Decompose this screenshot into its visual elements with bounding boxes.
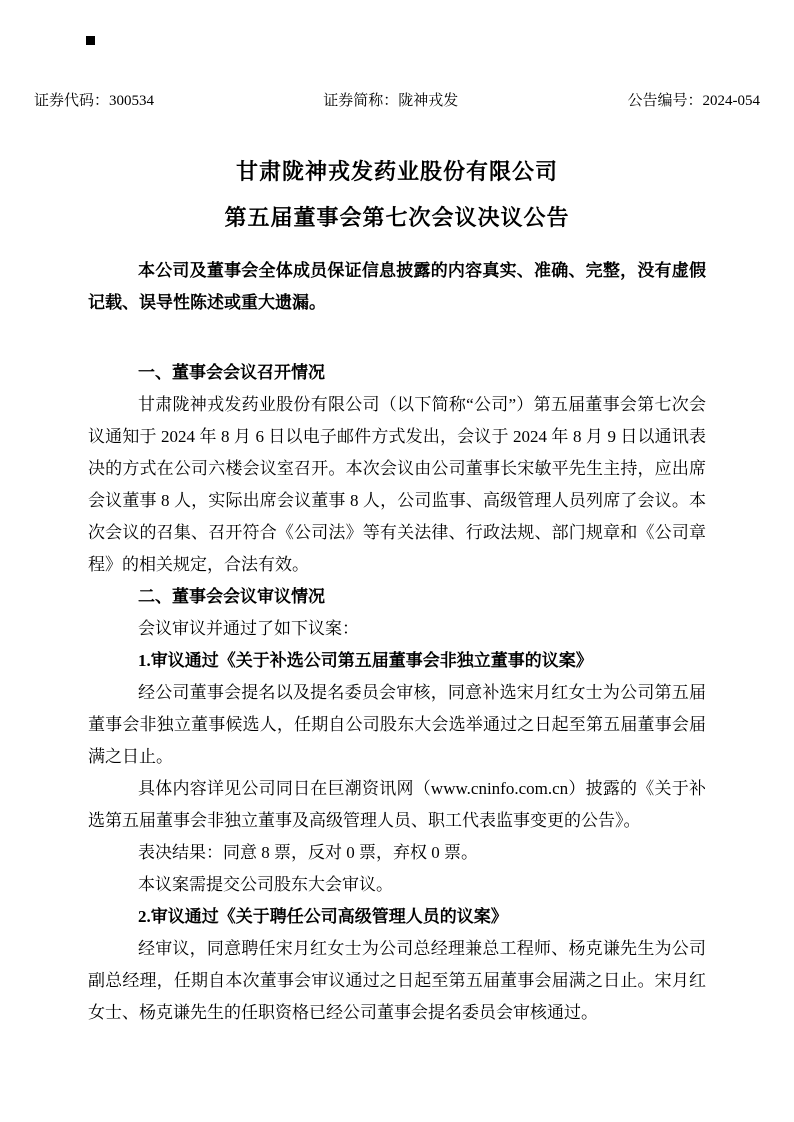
meeting-resolution-title-line: 第五届董事会第七次会议决议公告 — [224, 205, 570, 230]
resolution-2-paragraph: 经审议，同意聘任宋月红女士为公司总经理兼总工程师、杨克谦先生为公司副总经理，任期自本次董事会审议通过之日起至第五届董事会届满之日止。宋月红女士、杨克谦先生的任职资格已经公司董事会提名委员会审核通过。 — [88, 939, 706, 1022]
corner-artifact-mark — [86, 36, 95, 45]
stock-short-name: 证券简称：陇神戎发 — [323, 93, 459, 109]
resolution-1-vote-result: 表决结果：同意 8 票，反对 0 票，弃权 0 票。 — [138, 843, 478, 862]
document-title — [88, 149, 706, 241]
resolution-1-paragraph: 经公司董事会提名以及提名委员会审核，同意补选宋月红女士为公司第五届董事会非独立董事候选人，任期自公司股东大会选举通过之日起至第五届董事会届满之日止。 — [88, 683, 706, 766]
section-2-heading: 二、董事会会议审议情况 — [138, 587, 325, 606]
integrity-statement: 本公司及董事会全体成员保证信息披露的内容真实、准确、完整，没有虚假记载、误导性陈述或重大遗漏。 — [88, 261, 706, 312]
resolution-1-disclosure-paragraph: 具体内容详见公司同日在巨潮资讯网（www.cninfo.com.cn）披露的《关于补选第五届董事会非独立董事及高级管理人员、职工代表监事变更的公告》。 — [88, 779, 706, 830]
company-name-title-line: 甘肃陇神戎发药业股份有限公司 — [235, 159, 558, 184]
resolution-1-heading: 1.审议通过《关于补选公司第五届董事会非独立董事的议案》 — [138, 651, 593, 670]
section-1-paragraph: 甘肃陇神戎发药业股份有限公司（以下简称“公司”）第五届董事会第七次会议通知于 2024 年 8 月 6 日以电子邮件方式发出，会议于 2024 年 8 月 9 日以通讯表决的方式在公司六楼会议室召开。本次会议由公司董事长宋敏平先生主持，应出席会议董事 8 人，实际出席会议董事 8 人，公司监事、高级管理人员列席了会议。本次会议的召集、召开符合《公司法》等有关法律、行政法规、部门规章和《公司章程》的相关规定，合法有效。 — [88, 395, 706, 574]
section-1-heading: 一、董事会会议召开情况 — [138, 363, 325, 382]
document-header — [0, 92, 794, 111]
section-2-intro: 会议审议并通过了如下议案： — [138, 619, 359, 638]
resolution-1-shareholder-note: 本议案需提交公司股东大会审议。 — [138, 875, 393, 894]
stock-code: 证券代码：300534 — [34, 93, 155, 109]
document-body — [0, 149, 794, 1029]
resolution-2-heading: 2.审议通过《关于聘任公司高级管理人员的议案》 — [138, 907, 508, 926]
announcement-number: 公告编号：2024-054 — [627, 93, 760, 109]
